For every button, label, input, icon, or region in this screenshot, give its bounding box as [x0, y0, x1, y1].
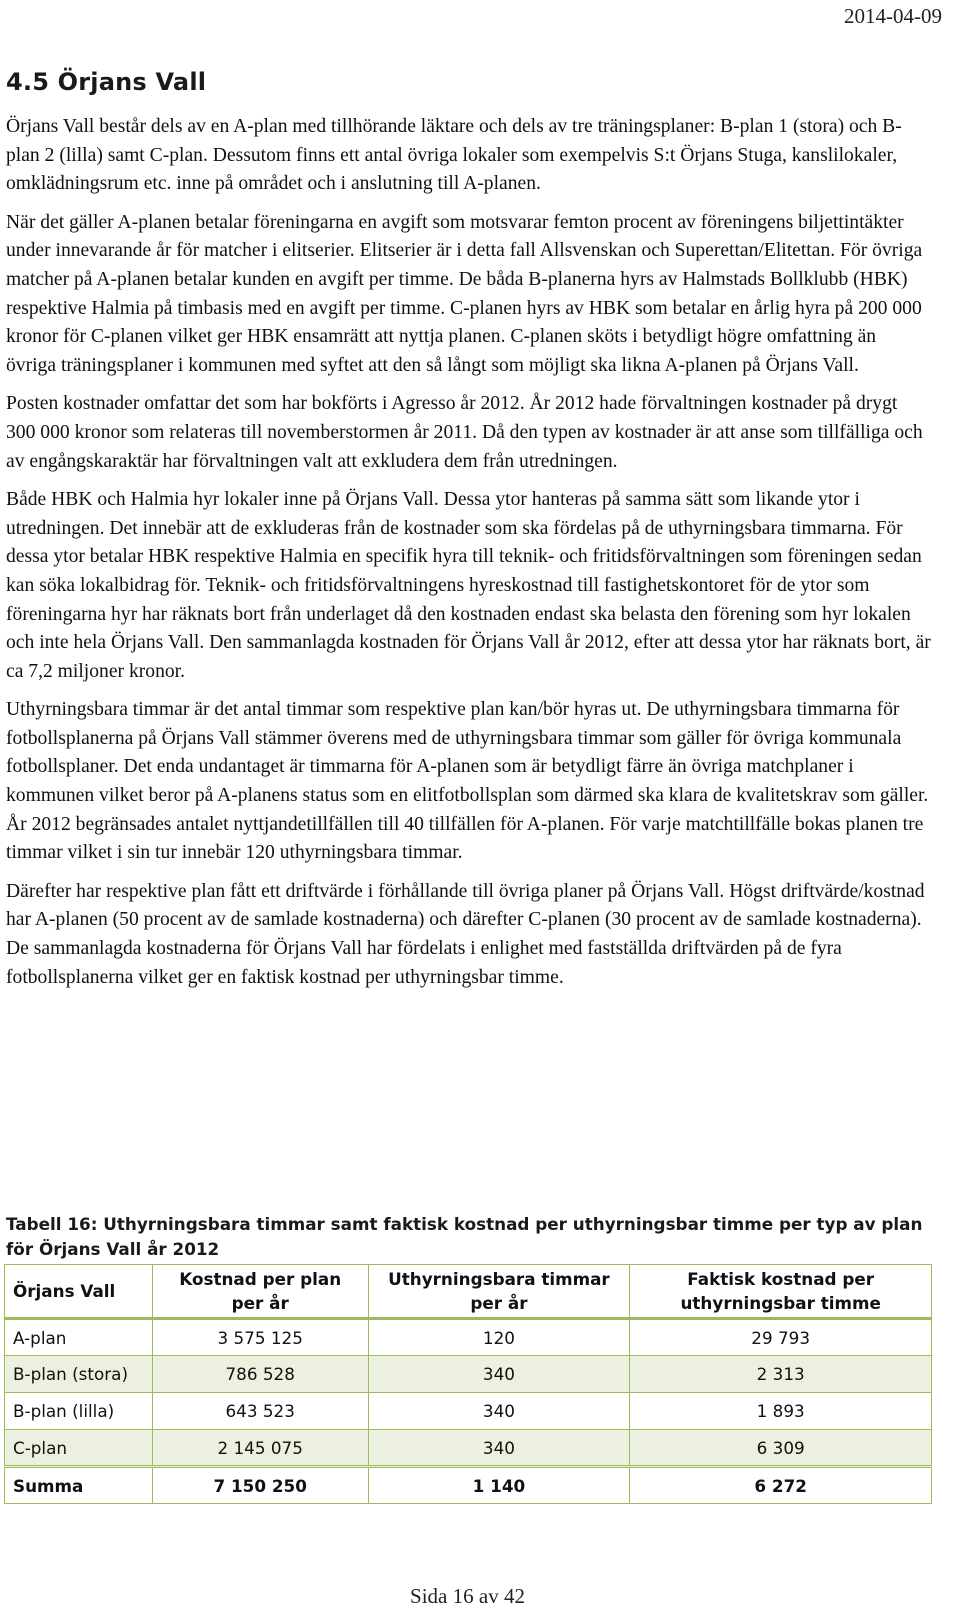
column-header: Uthyrningsbara timmar per år — [368, 1265, 630, 1319]
header-date: 2014-04-09 — [844, 4, 942, 28]
table-cell: 1 140 — [368, 1467, 630, 1504]
table-row — [5, 1319, 932, 1356]
table-cell: 7 150 250 — [152, 1467, 368, 1504]
table-cell: 120 — [368, 1319, 630, 1356]
table-row — [5, 1356, 932, 1393]
column-header: Örjans Vall — [5, 1265, 153, 1319]
table-cell: C-plan — [5, 1430, 153, 1467]
table-cell: 6 272 — [630, 1467, 932, 1504]
column-header: Kostnad per plan per år — [152, 1265, 368, 1319]
table-caption: Tabell 16: Uthyrningsbara timmar samt faktisk kostnad per uthyrningsbar timme per typ av plan för Örjans Vall år 2012 — [6, 1214, 923, 1259]
column-header: Faktisk kostnad per uthyrningsbar timme — [630, 1265, 932, 1319]
table-cell: 2 313 — [630, 1356, 932, 1393]
table-cell: 340 — [368, 1356, 630, 1393]
table-cell: 786 528 — [152, 1356, 368, 1393]
body-text — [6, 113, 931, 1002]
table-cell: B-plan (lilla) — [5, 1393, 153, 1430]
section-heading: 4.5 Örjans Vall — [6, 68, 207, 96]
table-cell: 340 — [368, 1430, 630, 1467]
paragraph: När det gäller A-planen betalar föreningarna en avgift som motsvarar femton procent av föreningens biljettintäkter under innevarande år för matcher i elitserier. Elitserier är i detta fall Allsvenskan och Superettan/Elitettan. För övriga matcher på A-planen betalar kunden en avgift per timme. De båda B-planerna hyrs av Halmstads Bollklubb (HBK) respektive Halmia på timbasis med en avgift per timme. C-planen hyrs av HBK som betalar en årlig hyra på 200 000 kronor för C-planen vilket ger HBK ensamrätt att nyttja planen. C-planen sköts i betydligt högre omfattning än övriga träningsplaner i kommunen med syftet att den så långt som möjligt ska likna A-planen på Örjans Vall. — [6, 211, 923, 376]
table-cell: Summa — [5, 1467, 153, 1504]
cost-table — [4, 1264, 932, 1504]
table-cell: B-plan (stora) — [5, 1356, 153, 1393]
table-cell: 340 — [368, 1393, 630, 1430]
table-total-row — [5, 1467, 932, 1504]
table-cell: A-plan — [5, 1319, 153, 1356]
table-cell: 1 893 — [630, 1393, 932, 1430]
table-cell: 2 145 075 — [152, 1430, 368, 1467]
table-row — [5, 1430, 932, 1467]
paragraph: Därefter har respektive plan fått ett driftvärde i förhållande till övriga planer på Örjans Vall. Högst driftvärde/kostnad har A-planen (50 procent av de samlade kostnaderna) och därefter C-planen (30 procent av de samlade kostnaderna). De sammanlagda kostnaderna för Örjans Vall har fördelats i enlighet med fastställda driftvärden på de fyra fotbollsplanerna vilket ger en faktisk kostnad per uthyrningsbar timme. — [6, 880, 925, 988]
table-row — [5, 1393, 932, 1430]
paragraph: Uthyrningsbara timmar är det antal timmar som respektive plan kan/bör hyras ut. De uthyrningsbara timmarna för fotbollsplanerna på Örjans Vall stämmer överens med de uthyrningsbara timmar som gäller för övriga kommunala fotbollsplaner. Det enda undantaget är timmarna för A-planen som är betydligt färre än övriga matchplaner i kommunen vilket beror på A-planens status som en elitfotbollsplan som därmed ska klara de kvalitetskrav som gäller. År 2012 begränsades antalet nyttjandetillfällen till 40 tillfällen för A-planen. För varje matchtillfälle bokas planen tre timmar vilket i sin tur innebär 120 uthyrningsbara timmar. — [6, 699, 929, 864]
paragraph: Både HBK och Halmia hyr lokaler inne på Örjans Vall. Dessa ytor hanteras på samma sätt som likande ytor i utredningen. Det innebär att de exkluderas från de kostnader som ska fördelas på de uthyrningsbara timmarna. För dessa ytor betalar HBK respektive Halmia en specifik hyra till teknik- och fritidsförvaltningen som föreningen sedan kan söka lokalbidrag för. Teknik- och fritidsförvaltningens hyreskostnad till fastighetskontoret för de ytor som föreningarna hyr har räknats bort från underlaget då den kostnaden endast ska belasta den förening som hyr lokalen och inte hela Örjans Vall. Den sammanlagda kostnaden för Örjans Vall år 2012, efter att dessa ytor har räknats bort, är ca 7,2 miljoner kronor. — [6, 489, 931, 682]
paragraph: Örjans Vall består dels av en A-plan med tillhörande läktare och dels av tre träningsplaner: B-plan 1 (stora) och B-plan 2 (lilla) samt C-plan. Dessutom finns ett antal övriga lokaler som exempelvis S:t Örjans Stuga, kanslilokaler, omklädningsrum etc. inne på området och i anslutning till A-planen. — [6, 116, 902, 195]
table-cell: 6 309 — [630, 1430, 932, 1467]
page-number: Sida 16 av 42 — [410, 1584, 525, 1608]
table-cell: 3 575 125 — [152, 1319, 368, 1356]
table-header-row — [5, 1265, 932, 1319]
paragraph: Posten kostnader omfattar det som har bokförts i Agresso år 2012. År 2012 hade förvaltningen kostnader på drygt 300 000 kronor som relateras till novemberstormen år 2011. Då den typen av kostnader är att anse som tillfälliga och av engångskaraktär har förvaltningen valt att exkludera dem från utredningen. — [6, 393, 923, 472]
table-cell: 29 793 — [630, 1319, 932, 1356]
table-cell: 643 523 — [152, 1393, 368, 1430]
